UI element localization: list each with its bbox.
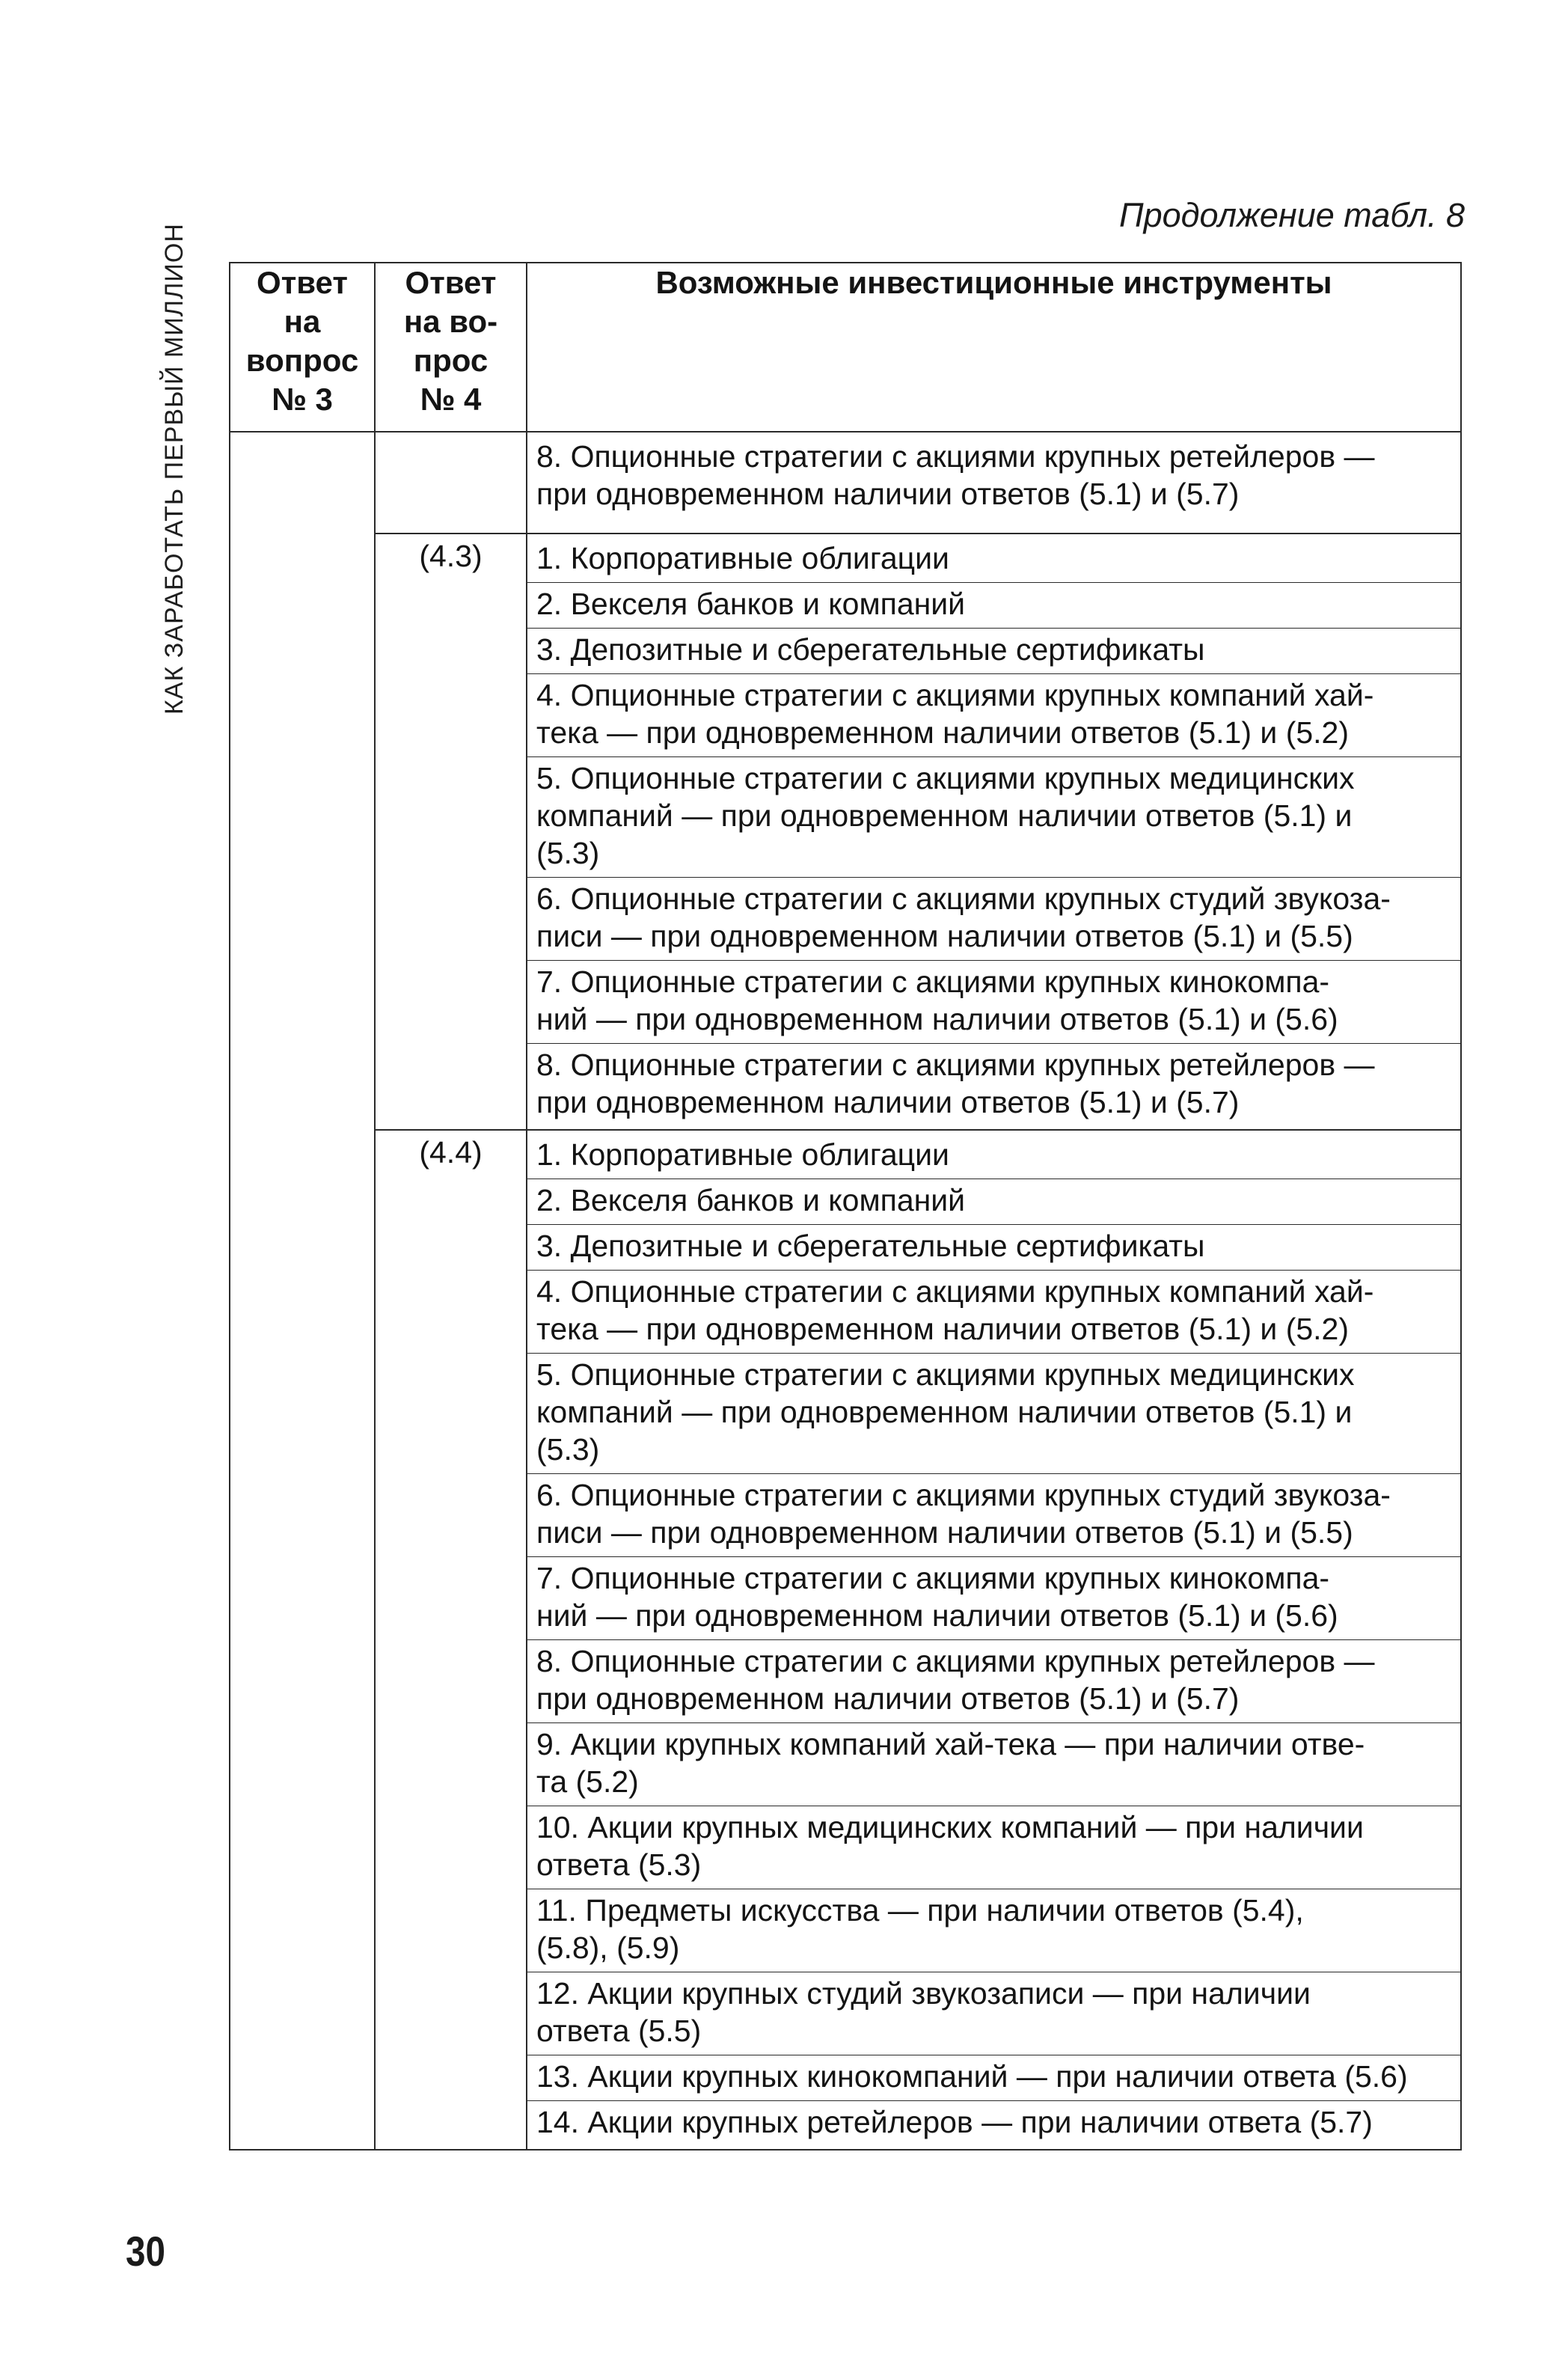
cell-instruments <box>527 534 1461 1130</box>
header-line: Ответ <box>257 265 348 300</box>
instrument-item-line: тека — при одновременном наличии ответов (5.1) и (5.2) <box>536 1312 1349 1346</box>
instrument-item-line: 13. Акции крупных кинокомпаний — при наличии ответа (5.6) <box>536 2059 1408 2094</box>
header-instruments: Возможные инвестиционные инструменты <box>527 263 1461 432</box>
cell-instruments <box>527 432 1461 534</box>
running-head: КАК ЗАРАБОТАТЬ ПЕРВЫЙ МИЛЛИОН <box>160 223 189 715</box>
investment-instruments-table <box>229 262 1462 2150</box>
instrument-item-line: при одновременном наличии ответов (5.1) и (5.7) <box>536 1085 1240 1119</box>
header-answer-q4 <box>375 263 527 432</box>
instrument-item-line: компаний — при одновременном наличии ответов (5.1) и <box>536 1395 1353 1429</box>
header-line: на <box>284 304 321 339</box>
instrument-item <box>536 1474 1453 1556</box>
table-header-row <box>230 263 1461 432</box>
instrument-item-line: 9. Акции крупных компаний хай-тека — при наличии отве- <box>536 1727 1365 1761</box>
instrument-item-line: 14. Акции крупных ретейлеров — при наличии ответа (5.7) <box>536 2105 1373 2139</box>
instrument-item-line: 8. Опционные стратегии с акциями крупных ретейлеров — <box>536 1048 1375 1082</box>
instrument-item <box>536 1889 1453 1972</box>
instrument-item-line: 1. Корпоративные облигации <box>536 1137 949 1172</box>
instrument-item <box>536 1044 1453 1126</box>
header-line: № 4 <box>420 382 482 417</box>
instrument-item-line: писи — при одновременном наличии ответов (5.1) и (5.5) <box>536 1515 1353 1550</box>
instrument-item <box>536 1557 1453 1639</box>
instrument-item <box>536 2055 1453 2100</box>
instrument-item <box>536 1134 1453 1179</box>
instrument-item <box>536 961 1453 1043</box>
header-line: № 3 <box>272 382 333 417</box>
table-row <box>230 1130 1461 2150</box>
instrument-item <box>536 757 1453 877</box>
cell-answer-q4 <box>375 432 527 534</box>
instrument-item <box>536 1723 1453 1806</box>
instrument-item <box>536 1271 1453 1353</box>
instrument-item-line: при одновременном наличии ответов (5.1) и (5.7) <box>536 1681 1240 1716</box>
instrument-item-line: ний — при одновременном наличии ответов (5.1) и (5.6) <box>536 1002 1338 1036</box>
table-row <box>230 534 1461 1130</box>
header-line: Ответ <box>405 265 497 300</box>
header-answer-q3 <box>230 263 375 432</box>
instrument-item <box>536 1640 1453 1722</box>
table-continuation-label: Продолжение табл. 8 <box>1119 196 1465 234</box>
instrument-item-line: 10. Акции крупных медицинских компаний — при наличии <box>536 1810 1364 1844</box>
instrument-item-line: тека — при одновременном наличии ответов (5.1) и (5.2) <box>536 715 1349 750</box>
instrument-item-line: 4. Опционные стратегии с акциями крупных компаний хай- <box>536 678 1374 712</box>
instrument-item-line: 7. Опционные стратегии с акциями крупных кинокомпа- <box>536 1561 1330 1595</box>
instrument-item-line: (5.3) <box>536 1432 600 1467</box>
instrument-item <box>536 1225 1453 1270</box>
instrument-item <box>536 537 1453 582</box>
instrument-item <box>536 1806 1453 1889</box>
instrument-item-line: 8. Опционные стратегии с акциями крупных ретейлеров — <box>536 1644 1375 1678</box>
instrument-item <box>536 629 1453 673</box>
cell-instruments <box>527 1130 1461 2150</box>
instrument-item-line: 5. Опционные стратегии с акциями крупных медицинских <box>536 1357 1355 1392</box>
cell-answer-q4: (4.3) <box>375 534 527 1130</box>
instrument-item-line: 5. Опционные стратегии с акциями крупных медицинских <box>536 761 1355 795</box>
instrument-item-line: 12. Акции крупных студий звукозаписи — при наличии <box>536 1976 1311 2011</box>
header-line: на во- <box>403 304 498 339</box>
instrument-item-line: 8. Опционные стратегии с акциями крупных ретейлеров — <box>536 439 1375 474</box>
instrument-item-line: 7. Опционные стратегии с акциями крупных кинокомпа- <box>536 965 1330 999</box>
instrument-item-line: 3. Депозитные и сберегательные сертификаты <box>536 632 1205 667</box>
cell-answer-q3 <box>230 432 375 2150</box>
instrument-item-line: та (5.2) <box>536 1764 639 1799</box>
instrument-item-line: (5.3) <box>536 836 600 870</box>
instrument-item-line: 11. Предметы искусства — при наличии ответов (5.4), <box>536 1893 1304 1928</box>
instrument-item <box>536 2101 1453 2146</box>
instrument-item-line: ответа (5.3) <box>536 1847 702 1882</box>
instrument-item-line: при одновременном наличии ответов (5.1) и (5.7) <box>536 477 1240 511</box>
table-row <box>230 432 1461 534</box>
instrument-item-line: 6. Опционные стратегии с акциями крупных студий звукоза- <box>536 881 1391 916</box>
header-line: прос <box>413 343 489 378</box>
instrument-item-line: компаний — при одновременном наличии ответов (5.1) и <box>536 798 1353 833</box>
instrument-item-line: 2. Векселя банков и компаний <box>536 1183 966 1217</box>
instrument-item-line: 4. Опционные стратегии с акциями крупных компаний хай- <box>536 1274 1374 1309</box>
instrument-item <box>536 1354 1453 1473</box>
cell-answer-q4: (4.4) <box>375 1130 527 2150</box>
page-number: 30 <box>126 2228 165 2275</box>
instrument-item <box>536 435 1453 518</box>
instrument-item-line: 6. Опционные стратегии с акциями крупных студий звукоза- <box>536 1478 1391 1512</box>
instrument-item-line: 2. Векселя банков и компаний <box>536 587 966 621</box>
instrument-item <box>536 583 1453 628</box>
instrument-item <box>536 1179 1453 1224</box>
instrument-item <box>536 674 1453 756</box>
instrument-item <box>536 878 1453 960</box>
header-line: вопрос <box>245 343 359 378</box>
instrument-item-line: 1. Корпоративные облигации <box>536 541 949 575</box>
instrument-item-line: ний — при одновременном наличии ответов (5.1) и (5.6) <box>536 1598 1338 1633</box>
instrument-item <box>536 1972 1453 2055</box>
instrument-item-line: ответа (5.5) <box>536 2014 702 2048</box>
instrument-item-line: писи — при одновременном наличии ответов (5.1) и (5.5) <box>536 919 1353 953</box>
instrument-item-line: 3. Депозитные и сберегательные сертификаты <box>536 1229 1205 1263</box>
instrument-item-line: (5.8), (5.9) <box>536 1931 680 1965</box>
